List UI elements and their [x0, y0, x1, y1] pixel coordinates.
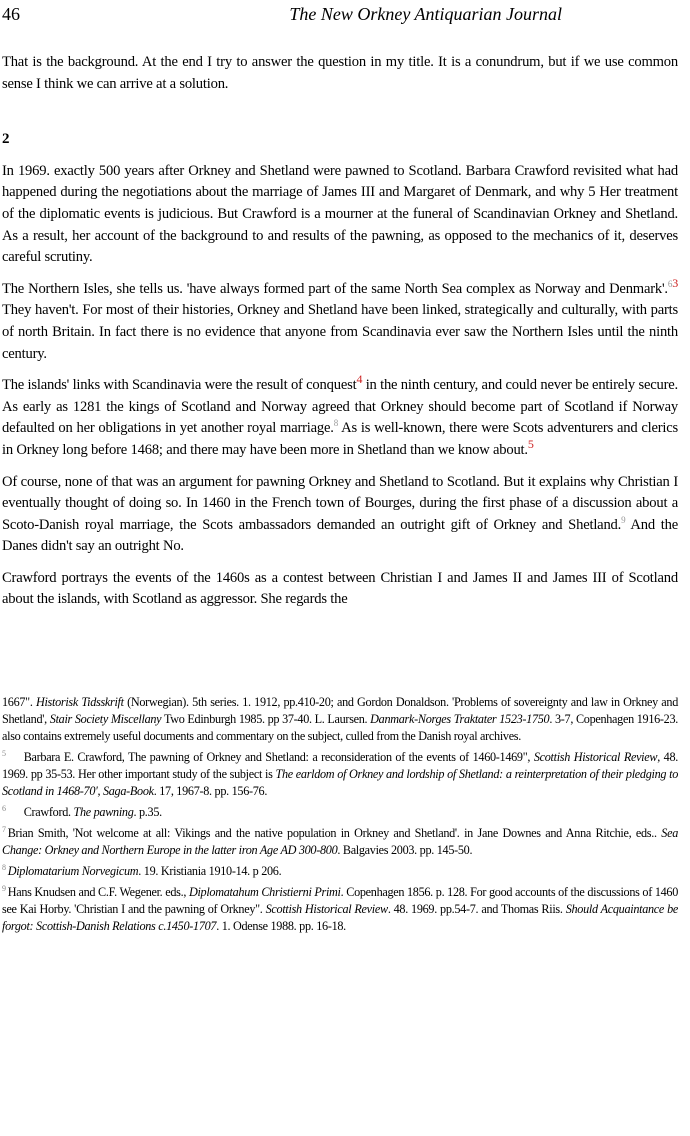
- footnote-italic: Should Acquaintance be forgot: Scottish-Danish Relations c.1450-1707: [2, 902, 678, 933]
- footnote-mark: 5: [2, 748, 6, 758]
- footnote-mark: 6: [2, 803, 6, 813]
- paragraph-4: [2, 472, 678, 558]
- footnote-ref-4[interactable]: 4: [356, 372, 363, 387]
- paragraph-2-text-b: They haven't. For most of their histories, Orkney and Shetland have been linked, strategically and culturally, with parts of north Britain. In fact there is no evidence that anyone from Scandinavia ever saw the Northern Isles until the ninth century.: [2, 302, 678, 362]
- footnote-ref-6[interactable]: 6: [667, 278, 673, 289]
- footnote-italic: Diplomatahum Christierni Primi: [188, 885, 341, 899]
- footnote-text: (Norwegian). 5th series. 1. 1912, pp.410-20; and Gordon Donaldson. 'Problems of sovereignty and law in Orkney and Shetland',: [2, 695, 678, 726]
- section-number: 2: [2, 131, 10, 148]
- footnote-text: Barbara E. Crawford, The pawning of Orkney and Shetland: a reconsideration of the events of 1460-1469",: [23, 750, 534, 764]
- paragraph-3-text-b: in the ninth century, and could never be entirely secure. As early as 1281 the kings of Scotland and Norway agreed that Orkney should become part of Scotland if Norway defaulted on her obligations in yet another royal marriage.: [2, 377, 678, 437]
- paragraph-2: [2, 275, 678, 365]
- footnote-ref-8[interactable]: 8: [333, 418, 339, 429]
- footnote-text: Brian Smith, 'Not welcome at all: Vikings and the native population in Orkney and Shetland'. in Jane Downes and Anna Ritchie, eds..: [7, 826, 662, 840]
- footnote-text: . 48. 1969. pp.54-7. and Thomas Riis.: [387, 902, 566, 916]
- footnote-8: [2, 863, 678, 880]
- footnote-italic: Diplomatarium Norvegicum: [7, 864, 139, 878]
- footnote-text: . 1. Odense 1988. pp. 16-18.: [216, 919, 346, 933]
- footnote-6: [2, 804, 678, 821]
- footnote-text: . 19. Kristiania 1910-14. p 206.: [138, 864, 282, 878]
- body-text: [2, 52, 678, 621]
- footnote-text: . Copenhagen 1856. p. 128. For good accounts of the discussions of 1460 see Kai Horby. 'Christian I and the pawning of Orkney".: [2, 885, 678, 916]
- journal-title: The New Orkney Antiquarian Journal: [289, 4, 562, 24]
- footnote-italic: The pawning: [73, 805, 134, 819]
- page-header: [0, 4, 690, 28]
- footnote-text: . 3-7, Copenhagen 1916-23. also contains extremely useful documents and commentary on the subject, culled from the Danish royal archives.: [2, 712, 679, 743]
- paragraph-3-text-c: As is well-known, there were Scots adventurers and clerics in Orkney long before 1468; and there may have been more in Shetland than we know about.: [2, 420, 678, 458]
- footnote-italic: Scottish Historical Review: [533, 750, 658, 764]
- paragraph-3: [2, 372, 678, 461]
- footnotes: [2, 694, 678, 939]
- paragraph-4-text-b: And the Danes didn't say an outright No.: [2, 516, 679, 555]
- footnote-7: [2, 825, 678, 859]
- footnote-italic: Scottish Historical Review: [265, 902, 388, 916]
- footnote-ref-5[interactable]: 5: [527, 437, 534, 452]
- footnote-5: [2, 749, 678, 800]
- footnote-text: 1667".: [2, 695, 36, 709]
- footnote-continued: [2, 694, 678, 745]
- footnote-mark: 9: [2, 883, 6, 893]
- paragraph-4-text-a: Of course, none of that was an argument for pawning Orkney and Shetland to Scotland. But it explains why Christian I eventually thought of doing so. In 1460 in the French town of Bourges, during the first phase of a discussion about a Scoto-Danish royal marriage, the Scots ambassadors demanded an outright gift of Orkney and Shetland.: [2, 473, 678, 533]
- footnote-text: Crawford.: [23, 805, 74, 819]
- footnote-text: . 17, 1967-8. pp. 156-76.: [153, 784, 268, 798]
- footnote-text: Hans Knudsen and C.F. Wegener. eds.,: [7, 885, 189, 899]
- footnote-ref-3[interactable]: 3: [672, 275, 678, 290]
- footnote-italic: Historisk Tidsskrift: [35, 695, 124, 709]
- footnote-text: . p.35.: [133, 805, 162, 819]
- footnote-ref-9[interactable]: 9: [621, 514, 626, 525]
- page-number: 46: [2, 4, 20, 24]
- paragraph-5: Crawford portrays the events of the 1460s as a contest between Christian I and James II and James III of Scotland about the islands, with Scotland as aggressor. She regards the: [2, 569, 678, 608]
- paragraph-2-text-a: The Northern Isles, she tells us. 'have always formed part of the same North Sea complex as Norway and Denmark'.: [2, 280, 668, 297]
- paragraph-1: In 1969. exactly 500 years after Orkney and Shetland were pawned to Scotland. Barbara Crawford revisited what had happened during the negotiations about the marriage of James III and Margaret of Denmark, and why 5 Her treatment of the diplomatic events is judicious. But Crawford is a mourner at the funeral of Scandinavian Orkney and Shetland. As a result, her account of the background to and results of the pawning, as opposed to the mechanics of it, deserves careful scrutiny.: [2, 162, 678, 266]
- footnote-9: [2, 884, 678, 935]
- footnote-text: , 48. 1969. pp 35-53. Her other important study of the subject is: [2, 750, 678, 781]
- footnote-text: . Balgavies 2003. pp. 145-50.: [337, 843, 473, 857]
- paragraph-3-text-a: The islands' links with Scandinavia were the result of conquest: [2, 377, 357, 394]
- footnote-text: Two Edinburgh 1985. pp 37-40. L. Laursen.: [161, 712, 371, 726]
- footnote-italic: Danmark-Norges Traktater 1523-1750: [370, 712, 550, 726]
- footnote-italic: The earldom of Orkney and lordship of Shetland: a reinterpretation of their pledging to Scotland in 1468-70', Saga-Book: [2, 767, 678, 798]
- intro-paragraph: That is the background. At the end I try to answer the question in my title. It is a conundrum, but if we use common sense I think we can arrive at a solution.: [2, 54, 678, 92]
- footnote-italic: Sea Change: Orkney and Northern Europe in the latter iron Age AD 300-800: [2, 826, 678, 857]
- footnote-mark: 8: [2, 862, 6, 872]
- footnote-mark: 7: [2, 824, 6, 834]
- footnote-italic: Stair Society Miscellany: [49, 712, 162, 726]
